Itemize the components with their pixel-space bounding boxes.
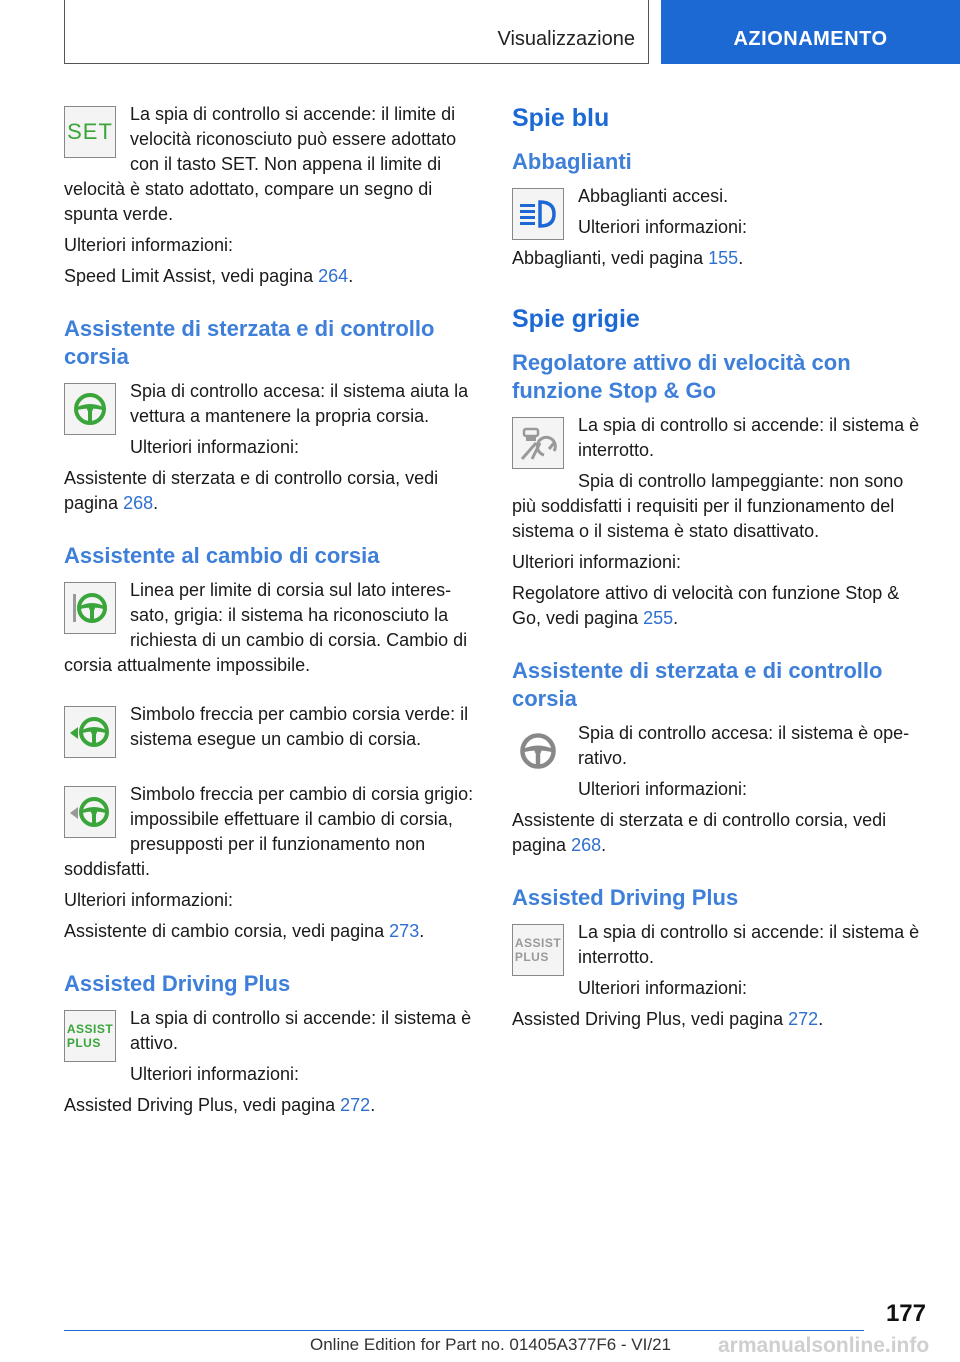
set-indicator-icon: SET	[64, 106, 116, 158]
set-page-link[interactable]: 264	[318, 266, 349, 286]
left-column	[64, 102, 479, 1144]
grey-lights-heading: Spie grigie	[512, 305, 640, 333]
lane-grey-more-info: Ulteriori informazioni:	[578, 779, 748, 799]
acc-more-info: Ulteriori informazioni:	[512, 552, 682, 572]
acc-description-1: La spia di controllo si accende: il sistema è interrotto.	[578, 415, 920, 460]
steering-wheel-arrow-green-icon	[64, 706, 116, 758]
lane-grey-description: Spia di controllo accesa: il sistema è operativo.	[578, 723, 910, 768]
adp-grey-entry	[512, 920, 932, 1007]
acc-reference: Regolatore attivo di velocità con funzione Stop & Go, vedi pagina 255.	[512, 583, 900, 628]
adp-page-link[interactable]: 272	[340, 1095, 371, 1115]
assist-plus-grey-icon: ASSIST PLUS	[512, 924, 564, 976]
adp-reference: Assisted Driving Plus, vedi pagina 272.	[64, 1095, 376, 1115]
set-description: La spia di controllo si accende: il limite di velocità riconosciuto può essere adottato con il tasto SET. Non appena il limite di velocità è stato adottato, compare un segno di spunta verde.	[64, 104, 457, 224]
adp-grey-section	[512, 884, 932, 1032]
cruise-control-grey-icon	[512, 417, 564, 469]
set-more-info: Ulteriori informazioni:	[64, 235, 234, 255]
acc-entry	[512, 413, 932, 550]
steering-wheel-green-icon	[64, 383, 116, 435]
lane-grey-page-link[interactable]: 268	[571, 835, 602, 855]
set-indicator-entry	[64, 102, 479, 233]
high-beam-reference: Abbaglianti, vedi pagina 155.	[512, 248, 744, 268]
lane-description: Spia di controllo accesa: il sistema aiuta la vettura a mantenere la propria corsia.	[130, 381, 469, 426]
lane-grey-entry	[512, 721, 932, 808]
lane-section	[64, 315, 479, 516]
lane-change-entry-1	[64, 578, 479, 684]
high-beam-entry	[512, 184, 932, 277]
lane-change-description-3: Simbolo freccia per cambio di corsia grigio: impossibile effettuare il cambio di corsia, presupposti per il funzionamento non soddisfatti.	[64, 784, 474, 879]
adp-grey-page-link[interactable]: 272	[788, 1009, 819, 1029]
lane-grey-section	[512, 657, 932, 858]
lane-change-heading: Assistente al cambio di corsia	[64, 543, 380, 568]
lane-indicator-entry	[64, 379, 479, 466]
adp-grey-reference: Assisted Driving Plus, vedi pagina 272.	[512, 1009, 824, 1029]
watermark: armanualsonline.info	[718, 1334, 930, 1357]
acc-section	[512, 349, 932, 631]
lane-change-description-2: Simbolo freccia per cambio corsia verde: il sistema esegue un cambio di corsia.	[130, 704, 469, 749]
steering-wheel-arrow-grey-icon	[64, 786, 116, 838]
lane-reference: Assistente di sterzata e di controllo corsia, vedi pagina 268.	[64, 468, 439, 513]
high-beam-more-info: Ulteriori informazioni:	[578, 217, 748, 237]
lane-grey-heading: Assistente di sterzata e di controllo corsia	[512, 658, 883, 711]
high-beam-icon	[512, 188, 564, 240]
high-beam-page-link[interactable]: 155	[708, 248, 739, 268]
adp-grey-heading: Assisted Driving Plus	[512, 885, 739, 910]
set-section	[64, 102, 479, 289]
footer-rule	[64, 1330, 864, 1331]
lane-more-info: Ulteriori informazioni:	[130, 437, 300, 457]
adp-description: La spia di controllo si accende: il sistema è attivo.	[130, 1008, 472, 1053]
assist-plus-green-icon: ASSIST PLUS	[64, 1010, 116, 1062]
high-beam-heading: Abbaglianti	[512, 149, 632, 174]
high-beam-description: Abbaglianti accesi.	[578, 186, 729, 206]
footer-edition: Online Edition for Part no. 01405A377F6 - VI/21	[310, 1335, 672, 1354]
page-number: 177	[885, 1300, 926, 1327]
adp-grey-description: La spia di controllo si accende: il sistema è interrotto.	[578, 922, 920, 967]
lane-change-reference: Assistente di cambio corsia, vedi pagina 273.	[64, 921, 425, 941]
lane-grey-reference: Assistente di sterzata e di controllo corsia, vedi pagina 268.	[512, 810, 887, 855]
steering-wheel-lane-line-icon	[64, 582, 116, 634]
lane-change-entry-2	[64, 702, 479, 764]
adp-indicator-entry	[64, 1006, 479, 1093]
lane-change-section	[64, 542, 479, 944]
steering-wheel-grey-icon	[512, 725, 564, 777]
lane-change-page-link[interactable]: 273	[389, 921, 420, 941]
high-beam-section	[512, 148, 932, 277]
acc-description-2: Spia di controllo lampeggiante: non sono più soddisfatti i requisiti per il funzionamento del sistema o il sistema è stato disattivato.	[512, 471, 904, 541]
adp-heading: Assisted Driving Plus	[64, 971, 291, 996]
header-chapter-tab[interactable]: AZIONAMENTO	[661, 0, 960, 64]
lane-change-entry-3	[64, 782, 479, 888]
adp-grey-more-info: Ulteriori informazioni:	[578, 978, 748, 998]
blue-lights-heading: Spie blu	[512, 104, 610, 132]
lane-change-description-1: Linea per limite di corsia sul lato interessato, grigia: il sistema ha riconosciuto la richiesta di un cambio di corsia. Cambio di corsia attualmente impossibile.	[64, 580, 468, 675]
adp-section	[64, 970, 479, 1118]
acc-page-link[interactable]: 255	[643, 608, 674, 628]
lane-heading: Assistente di sterzata e di controllo corsia	[64, 316, 435, 369]
lane-change-more-info: Ulteriori informazioni:	[64, 890, 234, 910]
right-column	[512, 102, 932, 1058]
acc-heading: Regolatore attivo di velocità con funzione Stop & Go	[512, 350, 851, 403]
lane-page-link[interactable]: 268	[123, 493, 154, 513]
set-reference: Speed Limit Assist, vedi pagina 264.	[64, 266, 354, 286]
header-section-title: Visualizzazione	[497, 28, 635, 50]
adp-more-info: Ulteriori informazioni:	[130, 1064, 300, 1084]
